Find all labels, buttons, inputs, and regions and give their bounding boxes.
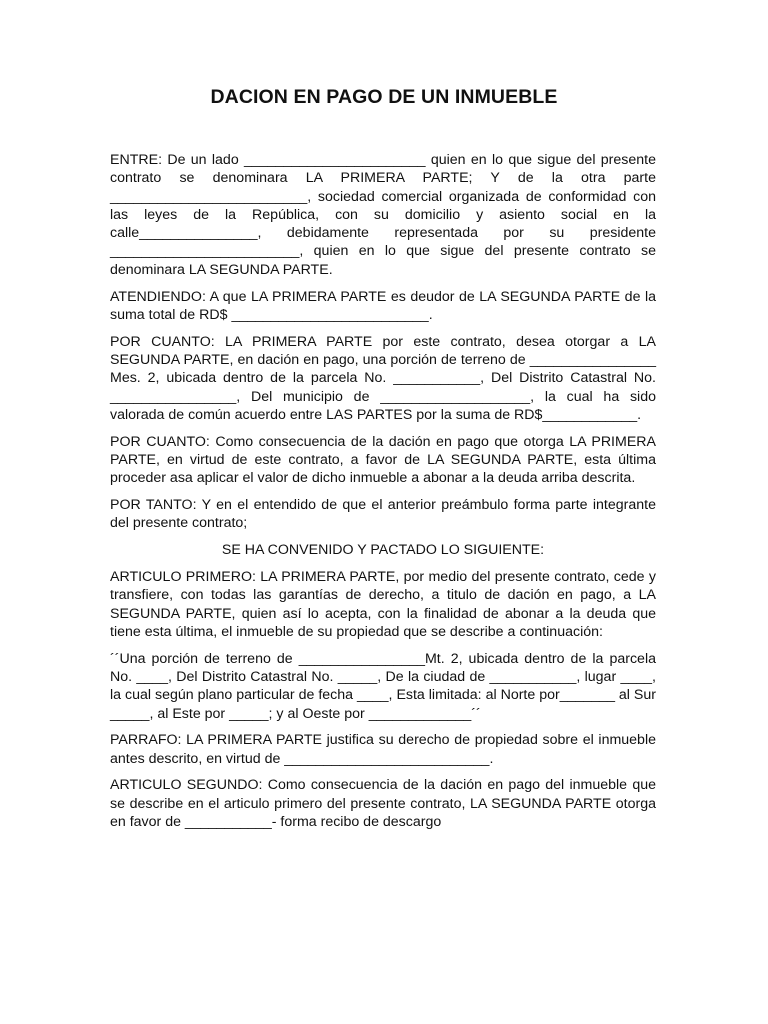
paragraph-parrafo: PARRAFO: LA PRIMERA PARTE justifica su derecho de propiedad sobre el inmueble antes descrito, en virtud de __________________________. xyxy=(110,732,656,767)
paragraph-atendiendo: ATENDIENDO: A que LA PRIMERA PARTE es deudor de LA SEGUNDA PARTE de la suma total de RD$ _________________________. xyxy=(110,288,656,323)
paragraph-articulo-segundo: ARTICULO SEGUNDO: Como consecuencia de la dación en pago del inmueble que se describe en el articulo primero del presente contrato, LA SEGUNDA PARTE otorga en favor de ___________- forma recibo de descargo xyxy=(110,777,656,830)
document-body xyxy=(110,151,656,831)
document-title: DACION EN PAGO DE UN INMUEBLE xyxy=(210,86,558,108)
paragraph-articulo-primero: ARTICULO PRIMERO: LA PRIMERA PARTE, por medio del presente contrato, cede y transfiere, con todas las garantías de derecho, a titulo de dación en pago, a LA SEGUNDA PARTE, quien así lo acepta, con la finalidad de abonar a la deuda que tiene esta última, el inmueble de su propiedad que se describe a continuación: xyxy=(110,568,656,640)
paragraph-por-cuanto-1: POR CUANTO: LA PRIMERA PARTE por este contrato, desea otorgar a LA SEGUNDA PARTE, en dación en pago, una porción de terreno de ________________ Mes. 2, ubicada dentro de la parcela No. ___________, Del Distrito Catastral No. ________________, Del municipio de ___________________, la cual ha sido valorada de común acuerdo entre LAS PARTES por la suma de RD$____________. xyxy=(110,333,656,423)
paragraph-por-cuanto-2: POR CUANTO: Como consecuencia de la dación en pago que otorga LA PRIMERA PARTE, en virtud de este contrato, a favor de LA SEGUNDA PARTE, esta última proceder asa aplicar el valor de dicho inmueble a abonar a la deuda arriba descrita. xyxy=(110,433,656,487)
paragraph-convenido: SE HA CONVENIDO Y PACTADO LO SIGUIENTE: xyxy=(221,542,545,559)
paragraph-entre: ENTRE: De un lado _______________________ quien en lo que sigue del presente contrato se denominara LA PRIMERA PARTE; Y de la otra parte _________________________, sociedad comercial organizada de conformidad con las leyes de la República, con su domicilio y asiento social en la calle_______________, debidamente representada por su presidente ________________________, quien en lo que sigue del presente contrato se denominara LA SEGUNDA PARTE. xyxy=(110,152,656,278)
paragraph-descripcion-terreno: ´´Una porción de terreno de ________________Mt. 2, ubicada dentro de la parcela No. ____, Del Distrito Catastral No. _____, De la ciudad de ___________, lugar ____, la cual según plano particular de fecha ____, Esta limitada: al Norte por_______ al Sur _____, al Este por _____; y al Oeste por _____________´´ xyxy=(110,650,656,722)
paragraph-por-tanto: POR TANTO: Y en el entendido de que el anterior preámbulo forma parte integrante del presente contrato; xyxy=(110,497,656,532)
